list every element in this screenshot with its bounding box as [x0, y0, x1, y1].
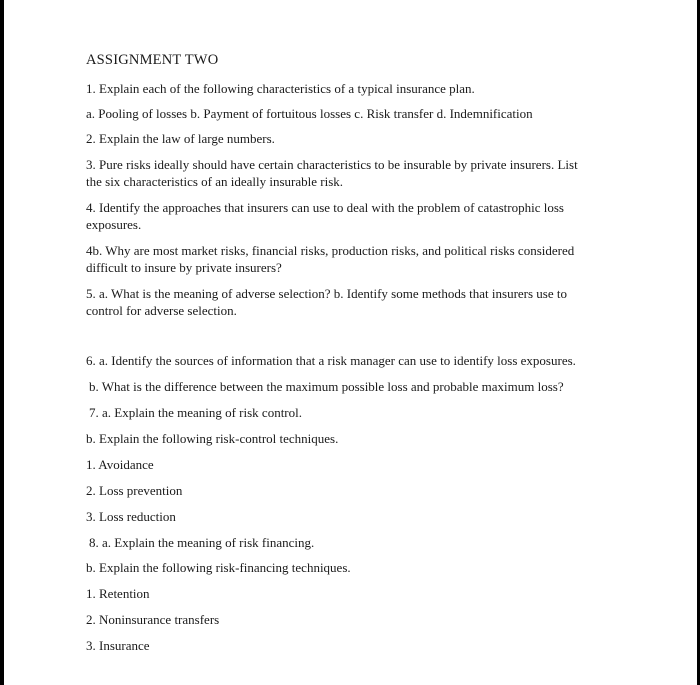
question-8a: 8. a. Explain the meaning of risk financing.: [89, 535, 315, 550]
risk-financing-item-2: 2. Noninsurance transfers: [86, 612, 220, 627]
question-7b: b. Explain the following risk-control techniques.: [86, 431, 339, 446]
question-5-line-1: 5. a. What is the meaning of adverse selection? b. Identify some methods that insurers use to: [86, 286, 567, 301]
question-7a: 7. a. Explain the meaning of risk control.: [89, 405, 303, 420]
risk-financing-item-3: 3. Insurance: [86, 638, 150, 653]
risk-financing-item-1: 1. Retention: [86, 586, 150, 601]
question-3-line-2: the six characteristics of an ideally insurable risk.: [86, 174, 344, 189]
question-2: 2. Explain the law of large numbers.: [86, 131, 275, 146]
question-4b-line-1: 4b. Why are most market risks, financial risks, production risks, and political risks considered: [86, 243, 575, 258]
risk-control-item-2: 2. Loss prevention: [86, 483, 183, 498]
question-4b-line-2: difficult to insure by private insurers?: [86, 260, 282, 275]
question-5-line-2: control for adverse selection.: [86, 303, 237, 318]
question-1-parts: a. Pooling of losses b. Payment of fortuitous losses c. Risk transfer d. Indemnification: [86, 106, 533, 121]
document-heading: ASSIGNMENT TWO: [86, 52, 219, 68]
question-4-line-1: 4. Identify the approaches that insurers can use to deal with the problem of catastrophic loss: [86, 200, 564, 215]
question-6a: 6. a. Identify the sources of information that a risk manager can use to identify loss exposures.: [86, 353, 576, 368]
question-3-line-1: 3. Pure risks ideally should have certain characteristics to be insurable by private insurers. List: [86, 157, 578, 172]
question-4-line-2: exposures.: [86, 217, 142, 232]
question-8b: b. Explain the following risk-financing techniques.: [86, 560, 351, 575]
risk-control-item-1: 1. Avoidance: [86, 457, 154, 472]
question-6b: b. What is the difference between the maximum possible loss and probable maximum loss?: [89, 379, 564, 394]
question-1: 1. Explain each of the following characteristics of a typical insurance plan.: [86, 81, 475, 96]
risk-control-item-3: 3. Loss reduction: [86, 509, 176, 524]
